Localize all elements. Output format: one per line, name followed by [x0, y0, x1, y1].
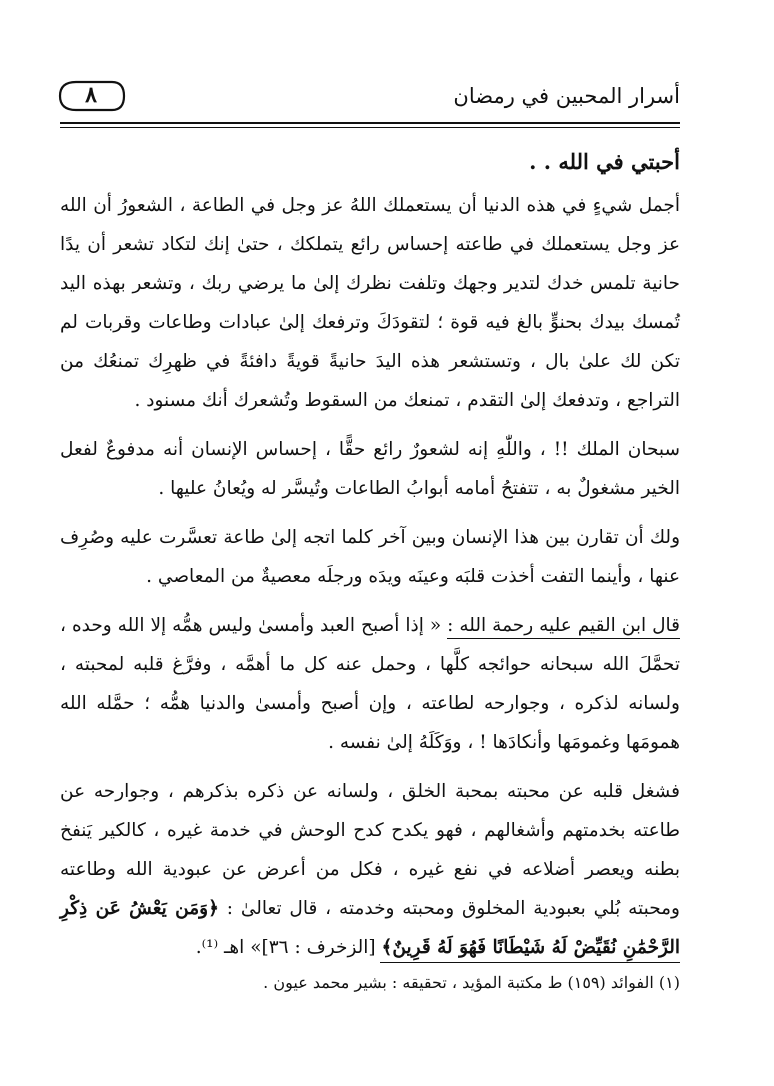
page-number-badge — [54, 78, 128, 114]
quote-text: « إذا أصبح العبد وأمسىٰ وليس همُّه إلا الله وحده ، تحمَّلَ الله سبحانه حوائجه كلَّها ، وحمل عنه كل ما أهمَّه ، وفرَّغ قلبه لمحبته ، ولسانه لذكره ، وجوارحه لطاعته ، وإن أصبح وأمسىٰ والدنيا همُّه ؛ حمَّله الله همومَها وغمومَها وأنكادَها ! ، ووَكَلَهُ إلىٰ نفسه . — [60, 615, 680, 753]
verse-reference: [الزخرف : ٣٦]» اهـ ⁽¹⁾. — [195, 937, 376, 958]
section-heading: أحبتي في الله . . — [529, 149, 680, 174]
paragraph-1: أجمل شيءٍ في هذه الدنيا أن يستعملك اللهُ عز وجل في الطاعة ، الشعورُ أن الله عز وجل يستعملك في طاعته إحساس رائع يتملكك ، حتىٰ إنك لتكاد تشعر أن يدًا حانية تلمس خدك لتدير وجهك وتلفت نظرك إلىٰ ما يرضي ربك ، وتشعر بهذه اليد تُمسك بيدك بحنوٍّ بالغ فيه قوة ؛ لتقودَكَ وترفعك إلىٰ عبادات وطاعات وقربات لم تكن لك علىٰ بال ، وتستشعر هذه اليدَ حانيةً قويةً دافئةً في ظهرِك تمنعُك من التراجع ، وتدفعك إلىٰ التقدم ، تمنعك من السقوط وتُشعرك أنك مسنود . — [60, 195, 680, 411]
footnote-rule — [380, 962, 680, 963]
footnote: (١) الفوائد (١٥٩) ط مكتبة المؤيد ، تحقيقه : بشير محمد عيون . — [263, 973, 680, 992]
page-body — [60, 148, 680, 977]
paragraph-4-text: فشغل قلبه عن محبته بمحبة الخلق ، ولسانه عن ذكره بذكرهم ، وجوارحه عن طاعته بخدمتهم وأشغالهم ، فهو يكدح كدح الوحش في خدمة غيره ، كالكير يَنفخ بطنه ويعصر أضلاعه في نفع غيره ، فكل من أعرض عن عبودية الله وطاعته ومحبته بُلي بعبودية المخلوق ومحبته وخدمته ، قال تعالىٰ : — [60, 781, 680, 919]
header-rule-thin — [60, 127, 680, 128]
quran-verse: ﴿وَمَن يَعْشُ عَن ذِكْرِ الرَّحْمَٰنِ نُقَيِّضْ لَهُ شَيْطَانًا فَهُوَ لَهُ قَرِينٌ﴾ — [60, 898, 680, 958]
paragraph-4 — [60, 772, 680, 967]
book-page — [60, 70, 680, 992]
page-number: ٨ — [85, 82, 97, 108]
quote-intro: قال ابن القيم عليه رحمة الله : — [447, 615, 680, 639]
paragraph-3: ولك أن تقارن بين هذا الإنسان وبين آخر كلما اتجه إلىٰ طاعة تعسَّرت عليه وصُرِف عنها ، وأينما التفت أخذت قلبَه وعينَه ويدَه ورجلَه معصيةٌ من المعاصي . — [60, 527, 680, 587]
quote-paragraph — [60, 606, 680, 762]
paragraph-2: سبحان الملك !! ، واللّٰهِ إنه لشعورٌ رائع حقًّا ، إحساس الإنسان أنه مدفوعٌ لفعل الخير مشغولٌ به ، تتفتحُ أمامه أبوابُ الطاعات وتُيسَّر له ويُعانُ عليها . — [60, 439, 680, 499]
running-title: أسرار المحبين في رمضان — [453, 84, 680, 108]
header-rule-thick — [60, 122, 680, 124]
page-header — [60, 70, 680, 120]
